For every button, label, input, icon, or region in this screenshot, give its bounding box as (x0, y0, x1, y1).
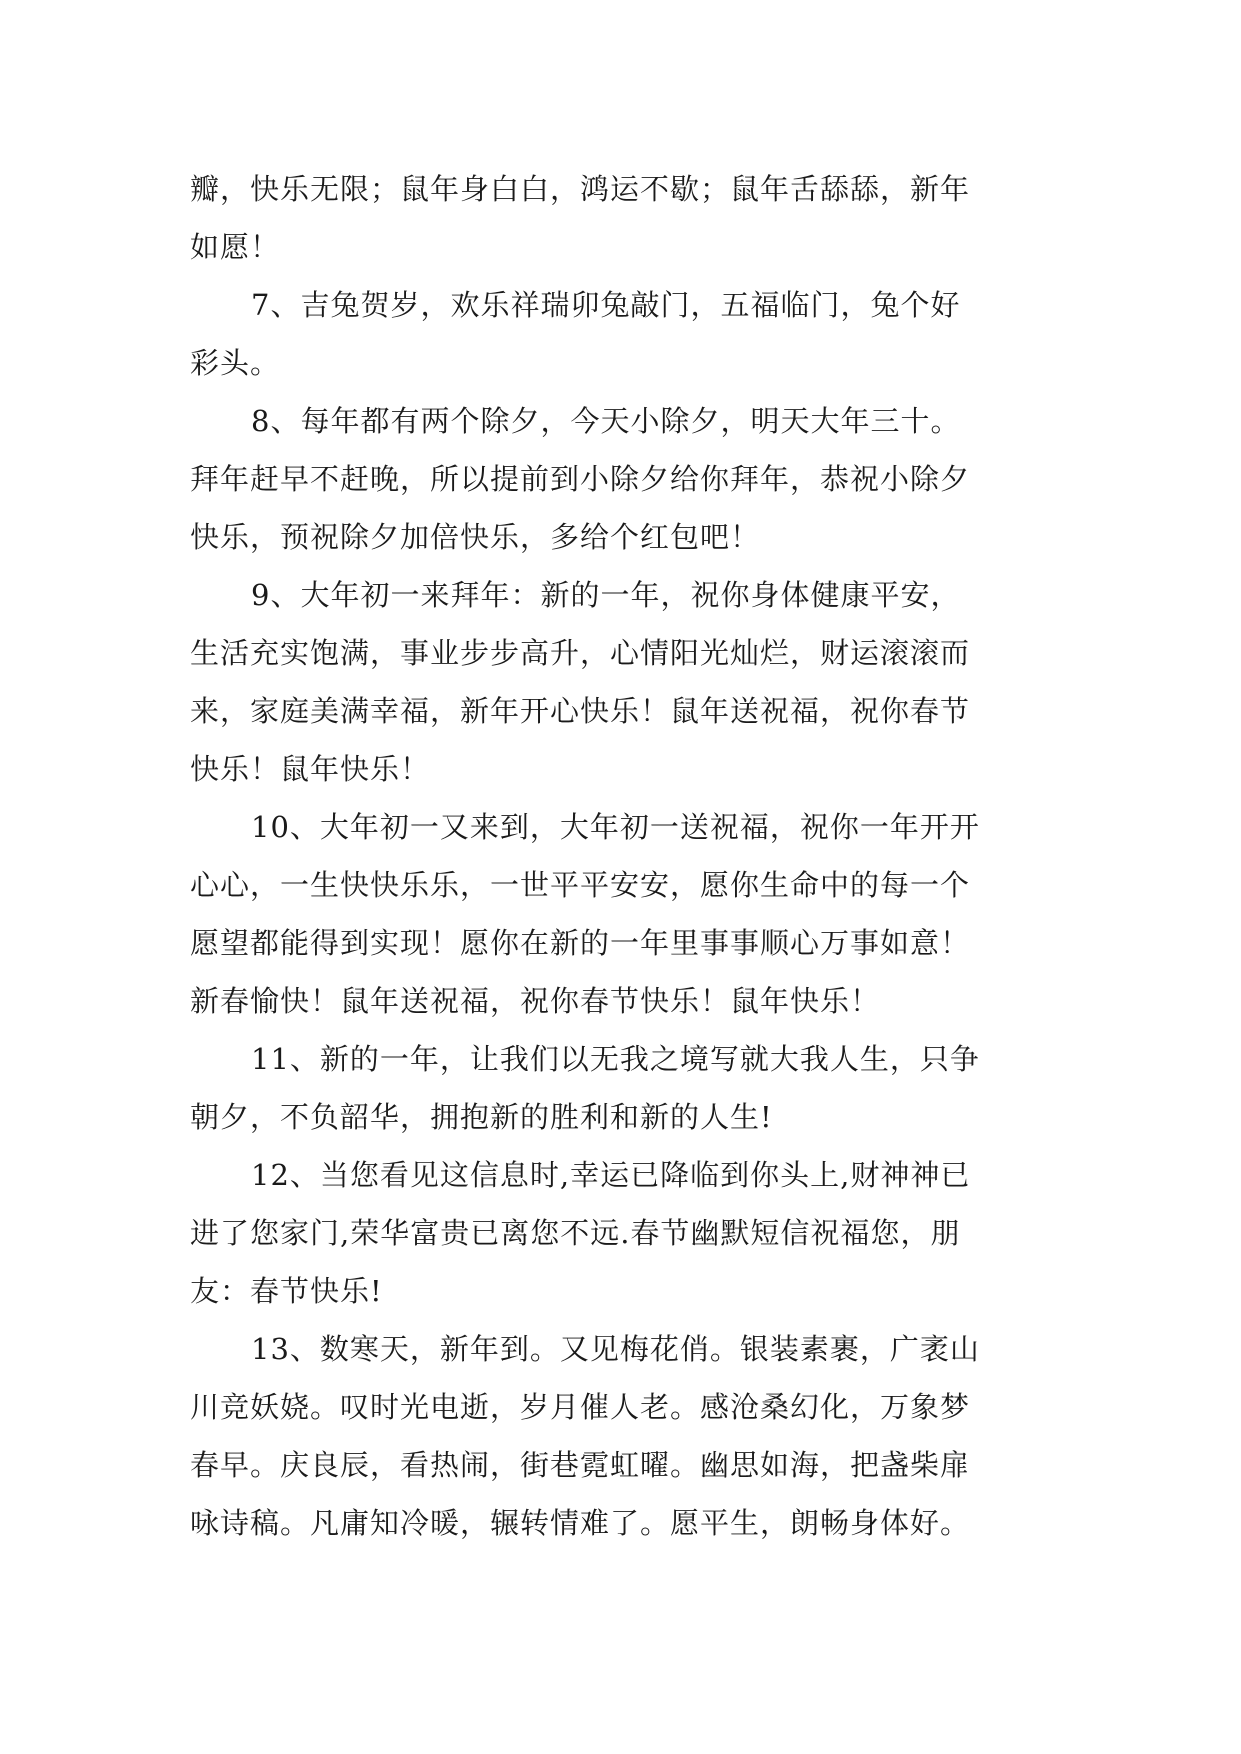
text-line: 朝夕，不负韶华，拥抱新的胜利和新的人生! (190, 1100, 773, 1134)
paragraph (190, 798, 1070, 1030)
text-line: 拜年赶早不赶晚，所以提前到小除夕给你拜年，恭祝小除夕 (190, 462, 971, 496)
text-line: 愿望都能得到实现！愿你在新的一年里事事顺心万事如意！ (190, 926, 971, 960)
paragraph (190, 160, 1070, 276)
text-line: 春早。庆良辰，看热闹，街巷霓虹曜。幽思如海，把盏柴扉 (190, 1448, 971, 1482)
paragraph (190, 276, 1070, 392)
paragraph (190, 566, 1070, 798)
text-line: 心心，一生快快乐乐，一世平平安安，愿你生命中的每一个 (190, 868, 971, 902)
text-line: 瓣，快乐无限；鼠年身白白，鸿运不歇；鼠年舌舔舔，新年 (190, 172, 971, 206)
text-line: 快乐！鼠年快乐！ (190, 752, 431, 786)
text-line: 生活充实饱满，事业步步高升，心情阳光灿烂，财运滚滚而 (190, 636, 971, 670)
text-line: 9、大年初一来拜年：新的一年，祝你身体健康平安， (251, 578, 961, 612)
document-page (190, 160, 1070, 1552)
text-line: 进了您家门,荣华富贵已离您不远.春节幽默短信祝福您，朋 (190, 1216, 961, 1250)
paragraph (190, 1320, 1070, 1552)
paragraph (190, 392, 1070, 566)
text-line: 如愿！ (190, 230, 281, 264)
text-line: 10、大年初一又来到，大年初一送祝福，祝你一年开开 (251, 810, 980, 844)
text-line: 12、当您看见这信息时,幸运已降临到你头上,财神神已 (251, 1158, 971, 1192)
text-line: 8、每年都有两个除夕，今天小除夕，明天大年三十。 (251, 404, 961, 438)
text-line: 友：春节快乐! (190, 1274, 383, 1308)
text-line: 快乐，预祝除夕加倍快乐，多给个红包吧！ (190, 520, 761, 554)
text-line: 新春愉快！鼠年送祝福，祝你春节快乐！鼠年快乐！ (190, 984, 881, 1018)
text-line: 咏诗稿。凡庸知冷暖，辗转情难了。愿平生，朗畅身体好。 (190, 1506, 971, 1540)
paragraph (190, 1146, 1070, 1320)
text-line: 13、数寒天，新年到。又见梅花俏。银装素裹，广袤山 (251, 1332, 980, 1366)
text-line: 7、吉兔贺岁，欢乐祥瑞卯兔敲门，五福临门，兔个好 (251, 288, 961, 322)
text-line: 彩头。 (190, 346, 281, 380)
text-line: 川竞妖娆。叹时光电逝，岁月催人老。感沧桑幻化，万象梦 (190, 1390, 971, 1424)
text-line: 来，家庭美满幸福，新年开心快乐！鼠年送祝福，祝你春节 (190, 694, 971, 728)
text-line: 11、新的一年，让我们以无我之境写就大我人生，只争 (251, 1042, 980, 1076)
paragraph (190, 1030, 1070, 1146)
